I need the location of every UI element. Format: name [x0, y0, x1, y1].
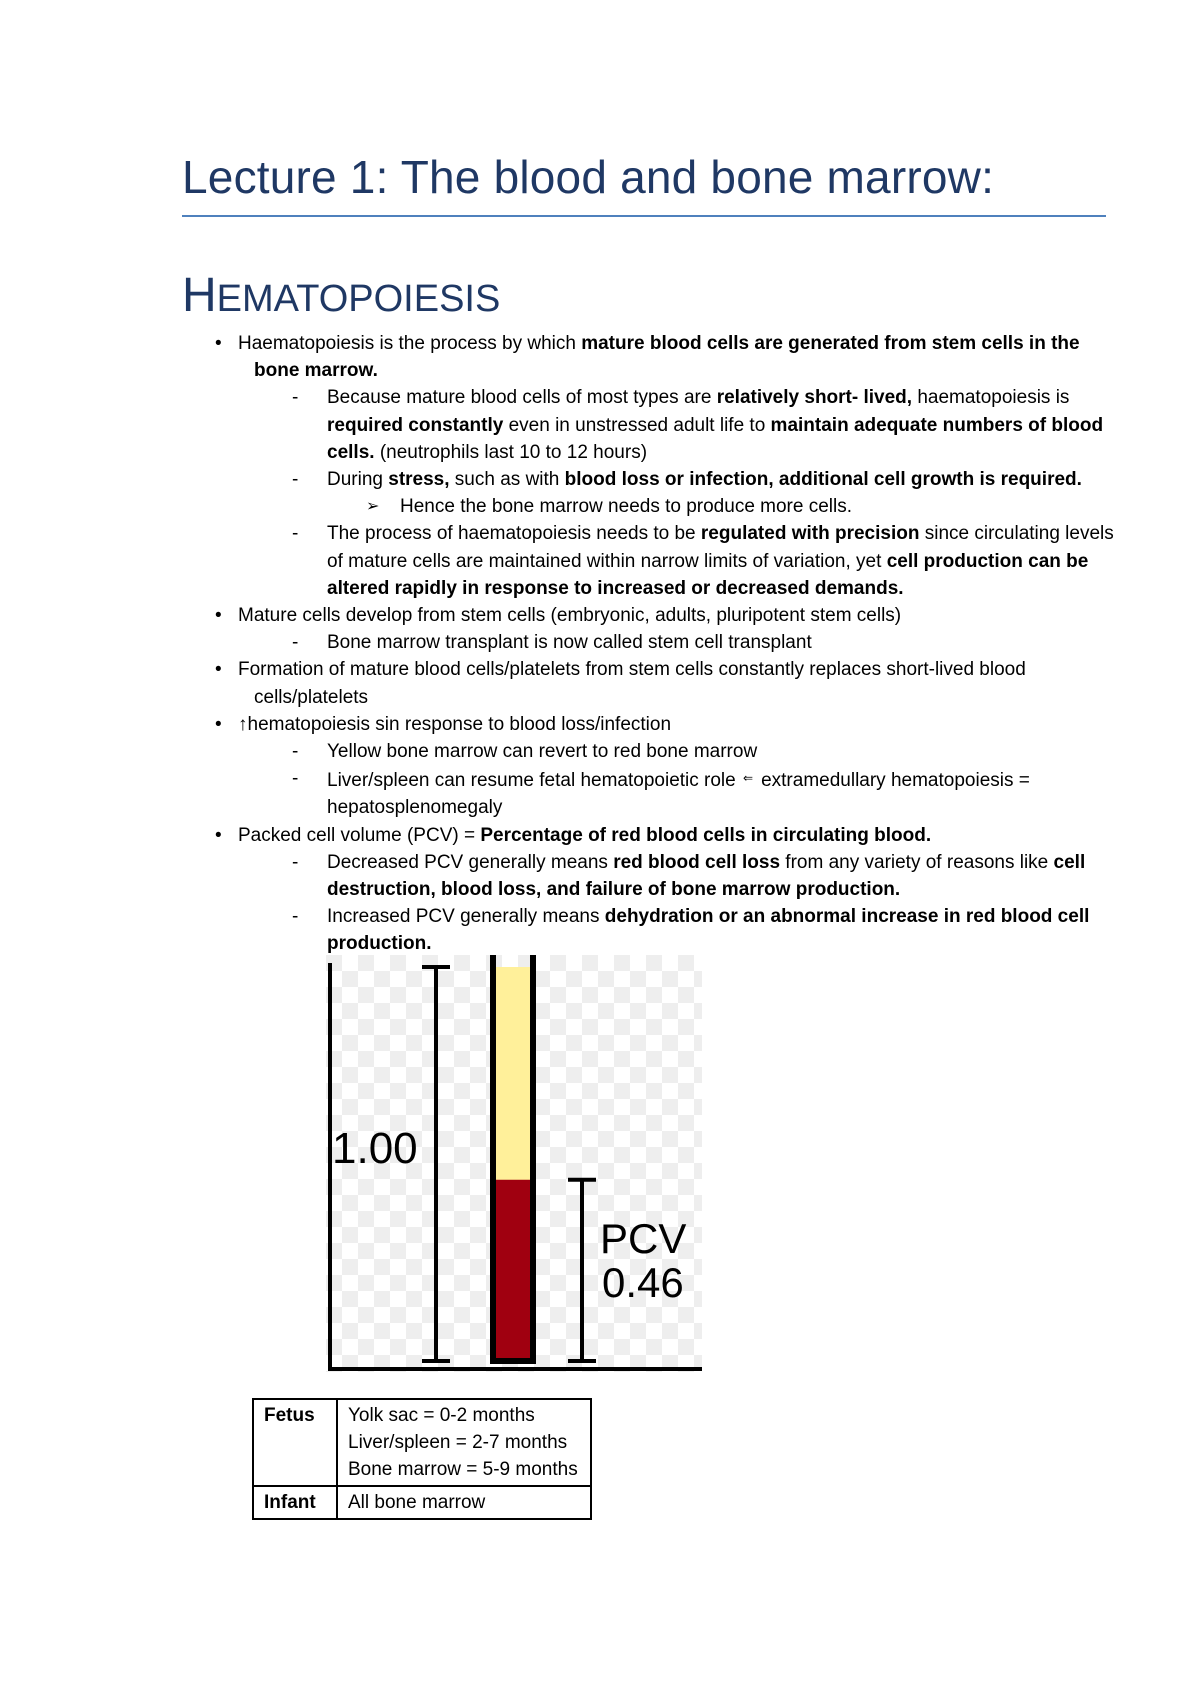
pcv-value-label: 0.46: [602, 1259, 684, 1306]
text: Increased PCV generally means: [327, 906, 605, 928]
table-row: [253, 1486, 591, 1519]
text: hematopoiesis sin response to blood loss/infection: [247, 713, 672, 735]
cell-line: Yolk sac = 0-2 months: [348, 1405, 535, 1426]
heading-initial: H: [182, 269, 217, 322]
row-value: [337, 1399, 591, 1486]
dash-marker: -: [292, 523, 299, 545]
total-label: 1.00: [332, 1124, 418, 1173]
text: since circulating levels of mature cells are maintained within narrow limits of variation, yet: [327, 523, 1114, 572]
dash-marker: -: [292, 851, 299, 873]
dash-marker: -: [292, 387, 299, 409]
dash-yellow-marrow: [0, 738, 1200, 765]
row-value: [337, 1486, 591, 1519]
section-heading: [182, 268, 500, 323]
text-bold: regulated with precision: [700, 523, 920, 545]
bullet-formation: [0, 656, 1200, 710]
text: extramedullary hematopoiesis = hepatosplenomegaly: [327, 770, 1030, 819]
text: During: [327, 469, 389, 491]
text-bold: required constantly: [327, 414, 504, 436]
text-bold: cell production can be altered rapidly in response to increased or decreased demands.: [327, 550, 1089, 599]
notes-body: [0, 330, 1200, 958]
bullet-marker: •: [215, 333, 222, 354]
bullet-haematopoiesis-definition: [0, 330, 1200, 384]
text: from any variety of reasons like: [780, 851, 1054, 873]
bullet-marker: •: [215, 713, 222, 735]
text-bold: dehydration or an abnormal increase in red blood cell production.: [327, 906, 1090, 955]
text-bold: mature blood cells are generated from stem cells in the bone marrow.: [254, 333, 1080, 382]
dash-increased-pcv: [0, 903, 1200, 957]
text: Formation of mature blood cells/platelets from stem cells constantly replaces short-lived blood cells/platelets: [238, 659, 1026, 708]
text-bold: cell destruction, blood loss, and failure of bone marrow production.: [327, 851, 1086, 901]
dash-marker: -: [292, 632, 299, 654]
red-cell-column: [493, 1180, 533, 1361]
table-row: [253, 1399, 591, 1486]
dash-marker: -: [292, 906, 299, 928]
text: Liver/spleen can resume fetal hematopoietic role: [327, 770, 742, 792]
arrow-marker: ➢: [366, 498, 380, 516]
heading-rest: EMATOPOIESIS: [216, 278, 501, 320]
left-arrow-icon: ⇐: [743, 771, 754, 786]
hematopoiesis-site-table: [252, 1398, 592, 1520]
text-bold: Percentage of red blood cells in circulating blood.: [480, 824, 932, 846]
text-bold: relatively short- lived,: [716, 387, 913, 409]
bullet-mature-cells: [0, 602, 1200, 629]
pcv-label: PCV: [600, 1215, 687, 1262]
text: The process of haematopoiesis needs to be: [327, 523, 701, 545]
pcv-figure-svg: [326, 955, 702, 1372]
dash-marker: -: [292, 469, 299, 491]
text: Yellow bone marrow can revert to red bone marrow: [327, 741, 758, 763]
bullet-increased-hematopoiesis: [0, 711, 1200, 738]
pcv-diagram: [326, 955, 702, 1372]
dash-marker: -: [292, 768, 299, 790]
arrow-more-cells: [0, 493, 1200, 520]
text: Bone marrow transplant is now called stem cell transplant: [327, 632, 812, 654]
text: even in unstressed adult life to: [503, 414, 771, 436]
dash-liver-spleen: [0, 765, 1200, 821]
cell-line: Bone marrow = 5-9 months: [348, 1459, 578, 1480]
up-arrow-icon: ↑: [238, 713, 248, 735]
dash-stress: [0, 466, 1200, 493]
bullet-marker: •: [215, 824, 222, 846]
text: Decreased PCV generally means: [327, 851, 614, 873]
cell-line: Liver/spleen = 2-7 months: [348, 1432, 568, 1453]
title-rule: [182, 215, 1106, 217]
bullet-pcv: [0, 822, 1200, 849]
text: haematopoiesis is: [912, 387, 1070, 409]
bullet-marker: •: [215, 659, 222, 681]
page-title: Lecture 1: The blood and bone marrow:: [182, 151, 995, 203]
row-label: Infant: [253, 1486, 337, 1519]
dash-regulation: [0, 520, 1200, 602]
bullet-marker: •: [215, 605, 222, 627]
text: Packed cell volume (PCV) =: [238, 824, 481, 846]
text: (neutrophils last 10 to 12 hours): [374, 441, 648, 463]
text-bold: blood loss or infection, additional cell growth is required.: [564, 469, 1082, 491]
dash-short-lived: [0, 384, 1200, 466]
dash-marker: -: [292, 741, 299, 763]
dash-transplant: [0, 629, 1200, 656]
text: Haematopoiesis is the process by which: [238, 333, 582, 354]
text: Mature cells develop from stem cells (embryonic, adults, pluripotent stem cells): [238, 605, 902, 627]
text-bold: maintain adequate numbers of blood cells.: [327, 414, 1104, 463]
dash-decreased-pcv: [0, 849, 1200, 903]
cell-line: All bone marrow: [348, 1492, 486, 1513]
text: such as with: [449, 469, 565, 491]
text-bold: stress,: [388, 469, 450, 491]
row-label: Fetus: [253, 1399, 337, 1486]
text: Because mature blood cells of most types are: [327, 387, 717, 409]
text: Hence the bone marrow needs to produce more cells.: [400, 496, 853, 518]
text-bold: red blood cell loss: [613, 851, 781, 873]
